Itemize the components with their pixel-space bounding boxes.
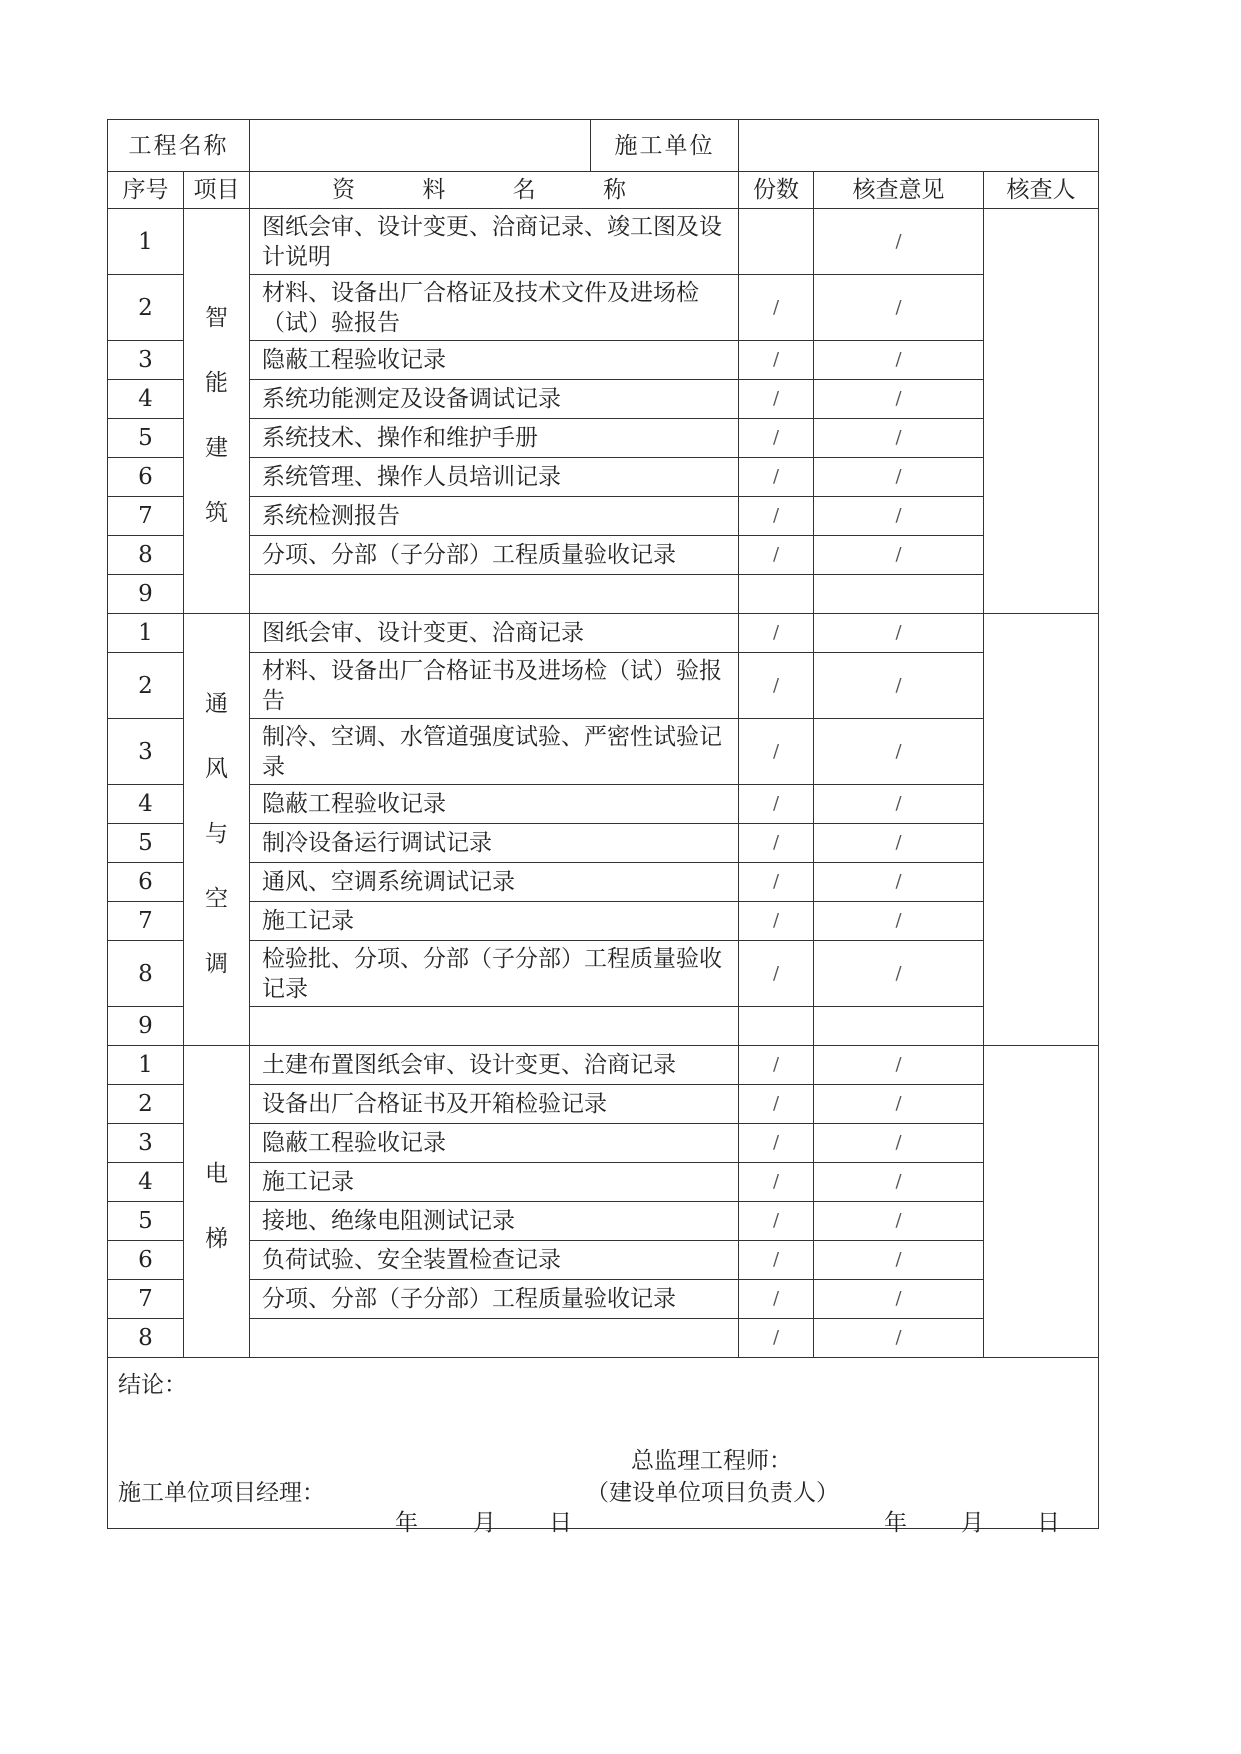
opinion-cell[interactable]: / xyxy=(814,419,984,458)
chief-supervisor-label: 总监理工程师： xyxy=(631,1448,792,1474)
pm-date-year: 年 xyxy=(395,1510,418,1536)
opinion-cell[interactable]: / xyxy=(814,380,984,419)
document-name: 材料、设备出厂合格证及技术文件及进场检（试）验报告 xyxy=(250,275,739,341)
table-row xyxy=(108,941,1099,1007)
header-row xyxy=(108,120,1099,172)
table-row xyxy=(108,1241,1099,1280)
opinion-cell[interactable]: / xyxy=(814,824,984,863)
row-number: 6 xyxy=(108,863,184,902)
opinion-cell[interactable]: / xyxy=(814,1202,984,1241)
section-title-char: 筑 xyxy=(205,500,228,526)
document-name xyxy=(250,575,739,614)
row-number: 8 xyxy=(108,1319,184,1358)
copies-cell[interactable]: / xyxy=(739,1046,814,1085)
row-number: 7 xyxy=(108,497,184,536)
copies-cell[interactable]: / xyxy=(739,1241,814,1280)
row-number: 5 xyxy=(108,824,184,863)
copies-cell[interactable]: / xyxy=(739,536,814,575)
row-number: 1 xyxy=(108,614,184,653)
row-number: 5 xyxy=(108,419,184,458)
copies-cell[interactable]: / xyxy=(739,1280,814,1319)
section-title xyxy=(184,614,250,1046)
opinion-cell[interactable] xyxy=(814,575,984,614)
row-number: 4 xyxy=(108,785,184,824)
opinion-cell[interactable]: / xyxy=(814,902,984,941)
copies-cell[interactable]: / xyxy=(739,863,814,902)
opinion-cell[interactable]: / xyxy=(814,653,984,719)
copies-cell[interactable]: / xyxy=(739,497,814,536)
copies-cell[interactable]: / xyxy=(739,824,814,863)
document-name xyxy=(250,1007,739,1046)
project-name-label: 工程名称 xyxy=(108,120,250,172)
opinion-cell[interactable]: / xyxy=(814,1280,984,1319)
section-title xyxy=(184,1046,250,1358)
table-row xyxy=(108,863,1099,902)
document-name xyxy=(250,1319,739,1358)
copies-cell[interactable]: / xyxy=(739,275,814,341)
row-number: 6 xyxy=(108,458,184,497)
col-opinion-header: 核查意见 xyxy=(814,172,984,209)
column-header-row xyxy=(108,172,1099,209)
section-title-char: 电 xyxy=(205,1160,228,1187)
table-row xyxy=(108,419,1099,458)
document-name: 图纸会审、设计变更、洽商记录、竣工图及设计说明 xyxy=(250,209,739,275)
opinion-cell[interactable]: / xyxy=(814,1085,984,1124)
table-row xyxy=(108,209,1099,275)
project-name-field[interactable] xyxy=(250,120,591,172)
copies-cell[interactable] xyxy=(739,575,814,614)
copies-cell[interactable]: / xyxy=(739,785,814,824)
row-number: 8 xyxy=(108,536,184,575)
table-row xyxy=(108,1163,1099,1202)
row-number: 3 xyxy=(108,719,184,785)
row-number: 2 xyxy=(108,1085,184,1124)
row-number: 9 xyxy=(108,575,184,614)
copies-cell[interactable]: / xyxy=(739,1163,814,1202)
table-row xyxy=(108,653,1099,719)
copies-cell[interactable]: / xyxy=(739,1202,814,1241)
contractor-field[interactable] xyxy=(739,120,1099,172)
checker-cell[interactable] xyxy=(984,209,1099,614)
conclusion-row xyxy=(108,1358,1099,1529)
document-name: 系统管理、操作人员培训记录 xyxy=(250,458,739,497)
copies-cell[interactable]: / xyxy=(739,458,814,497)
row-number: 2 xyxy=(108,275,184,341)
opinion-cell[interactable]: / xyxy=(814,863,984,902)
chief-date-year: 年 xyxy=(884,1510,907,1536)
opinion-cell[interactable]: / xyxy=(814,785,984,824)
document-name: 设备出厂合格证书及开箱检验记录 xyxy=(250,1085,739,1124)
chief-date-month: 月 xyxy=(961,1510,984,1536)
opinion-cell[interactable]: / xyxy=(814,1241,984,1280)
opinion-cell[interactable]: / xyxy=(814,497,984,536)
opinion-cell[interactable]: / xyxy=(814,614,984,653)
row-number: 1 xyxy=(108,209,184,275)
document-name: 负荷试验、安全装置检查记录 xyxy=(250,1241,739,1280)
copies-cell[interactable]: / xyxy=(739,419,814,458)
row-number: 3 xyxy=(108,1124,184,1163)
section-title-char: 建 xyxy=(205,435,228,461)
document-name: 隐蔽工程验收记录 xyxy=(250,1124,739,1163)
copies-cell[interactable] xyxy=(739,1007,814,1046)
conclusion-cell[interactable] xyxy=(108,1358,1099,1536)
checker-cell[interactable] xyxy=(984,614,1099,1046)
acceptance-checklist-table xyxy=(107,119,1099,1536)
section-title xyxy=(184,209,250,614)
table-row xyxy=(108,824,1099,863)
copies-cell[interactable]: / xyxy=(739,941,814,1007)
row-number: 7 xyxy=(108,902,184,941)
table-row xyxy=(108,1007,1099,1046)
document-name: 施工记录 xyxy=(250,902,739,941)
section-title-char: 风 xyxy=(205,756,228,782)
table-row xyxy=(108,341,1099,380)
document-name: 制冷设备运行调试记录 xyxy=(250,824,739,863)
opinion-cell[interactable]: / xyxy=(814,1046,984,1085)
copies-cell[interactable]: / xyxy=(739,1124,814,1163)
row-number: 6 xyxy=(108,1241,184,1280)
section-title-char: 能 xyxy=(205,370,228,396)
table-row xyxy=(108,458,1099,497)
row-number: 7 xyxy=(108,1280,184,1319)
opinion-cell[interactable] xyxy=(814,1007,984,1046)
row-number: 4 xyxy=(108,380,184,419)
owner-pm-label: （建设单位项目负责人） xyxy=(586,1480,839,1506)
document-name: 土建布置图纸会审、设计变更、洽商记录 xyxy=(250,1046,739,1085)
document-name: 系统功能测定及设备调试记录 xyxy=(250,380,739,419)
opinion-cell[interactable]: / xyxy=(814,341,984,380)
pm-date-day: 日 xyxy=(549,1510,572,1536)
section-title-char: 与 xyxy=(205,821,228,847)
row-number: 1 xyxy=(108,1046,184,1085)
opinion-cell[interactable]: / xyxy=(814,1124,984,1163)
document-name: 制冷、空调、水管道强度试验、严密性试验记录 xyxy=(250,719,739,785)
opinion-cell[interactable]: / xyxy=(814,275,984,341)
chief-date-day: 日 xyxy=(1037,1510,1060,1536)
document-name: 系统检测报告 xyxy=(250,497,739,536)
table-row xyxy=(108,1202,1099,1241)
table-row xyxy=(108,1319,1099,1358)
document-name: 隐蔽工程验收记录 xyxy=(250,341,739,380)
row-number: 2 xyxy=(108,653,184,719)
copies-cell[interactable]: / xyxy=(739,614,814,653)
table-row xyxy=(108,1280,1099,1319)
col-checker-header: 核查人 xyxy=(984,172,1099,209)
opinion-cell[interactable]: / xyxy=(814,536,984,575)
copies-cell[interactable]: / xyxy=(739,341,814,380)
copies-cell[interactable]: / xyxy=(739,380,814,419)
row-number: 5 xyxy=(108,1202,184,1241)
document-name: 施工记录 xyxy=(250,1163,739,1202)
document-name: 分项、分部（子分部）工程质量验收记录 xyxy=(250,536,739,575)
section-title-char: 梯 xyxy=(205,1225,228,1252)
document-name: 材料、设备出厂合格证书及进场检（试）验报告 xyxy=(250,653,739,719)
document-name: 系统技术、操作和维护手册 xyxy=(250,419,739,458)
table-row xyxy=(108,1124,1099,1163)
row-number: 8 xyxy=(108,941,184,1007)
table-row xyxy=(108,380,1099,419)
contractor-label: 施工单位 xyxy=(591,120,739,172)
copies-cell[interactable]: / xyxy=(739,1085,814,1124)
opinion-cell[interactable]: / xyxy=(814,1319,984,1358)
pm-date-month: 月 xyxy=(473,1510,496,1536)
col-docname-header: 资 料 名 称 xyxy=(250,172,739,209)
document-name: 接地、绝缘电阻测试记录 xyxy=(250,1202,739,1241)
row-number: 9 xyxy=(108,1007,184,1046)
col-copies-header: 份数 xyxy=(739,172,814,209)
col-item-header: 项目 xyxy=(184,172,250,209)
opinion-cell[interactable]: / xyxy=(814,458,984,497)
opinion-cell[interactable]: / xyxy=(814,719,984,785)
section-title-char: 调 xyxy=(205,951,228,977)
opinion-cell[interactable]: / xyxy=(814,209,984,275)
copies-cell[interactable]: / xyxy=(739,719,814,785)
document-name: 隐蔽工程验收记录 xyxy=(250,785,739,824)
checker-cell[interactable] xyxy=(984,1046,1099,1358)
contractor-pm-label: 施工单位项目经理： xyxy=(118,1480,325,1506)
conclusion-label: 结论： xyxy=(118,1372,187,1398)
document-name: 检验批、分项、分部（子分部）工程质量验收记录 xyxy=(250,941,739,1007)
table-row xyxy=(108,275,1099,341)
document-name: 图纸会审、设计变更、洽商记录 xyxy=(250,614,739,653)
table-row xyxy=(108,575,1099,614)
copies-cell[interactable]: / xyxy=(739,653,814,719)
opinion-cell[interactable]: / xyxy=(814,941,984,1007)
table-row xyxy=(108,1046,1099,1085)
table-row xyxy=(108,1085,1099,1124)
row-number: 3 xyxy=(108,341,184,380)
section-title-char: 通 xyxy=(205,691,228,717)
copies-cell[interactable] xyxy=(739,209,814,275)
table-row xyxy=(108,902,1099,941)
document-name: 通风、空调系统调试记录 xyxy=(250,863,739,902)
opinion-cell[interactable]: / xyxy=(814,1163,984,1202)
table-row xyxy=(108,785,1099,824)
table-row xyxy=(108,614,1099,653)
table-row xyxy=(108,536,1099,575)
table-row xyxy=(108,719,1099,785)
col-seq-header: 序号 xyxy=(108,172,184,209)
row-number: 4 xyxy=(108,1163,184,1202)
table-row xyxy=(108,497,1099,536)
copies-cell[interactable]: / xyxy=(739,1319,814,1358)
section-title-char: 空 xyxy=(205,886,228,912)
copies-cell[interactable]: / xyxy=(739,902,814,941)
section-title-char: 智 xyxy=(205,305,228,331)
document-name: 分项、分部（子分部）工程质量验收记录 xyxy=(250,1280,739,1319)
